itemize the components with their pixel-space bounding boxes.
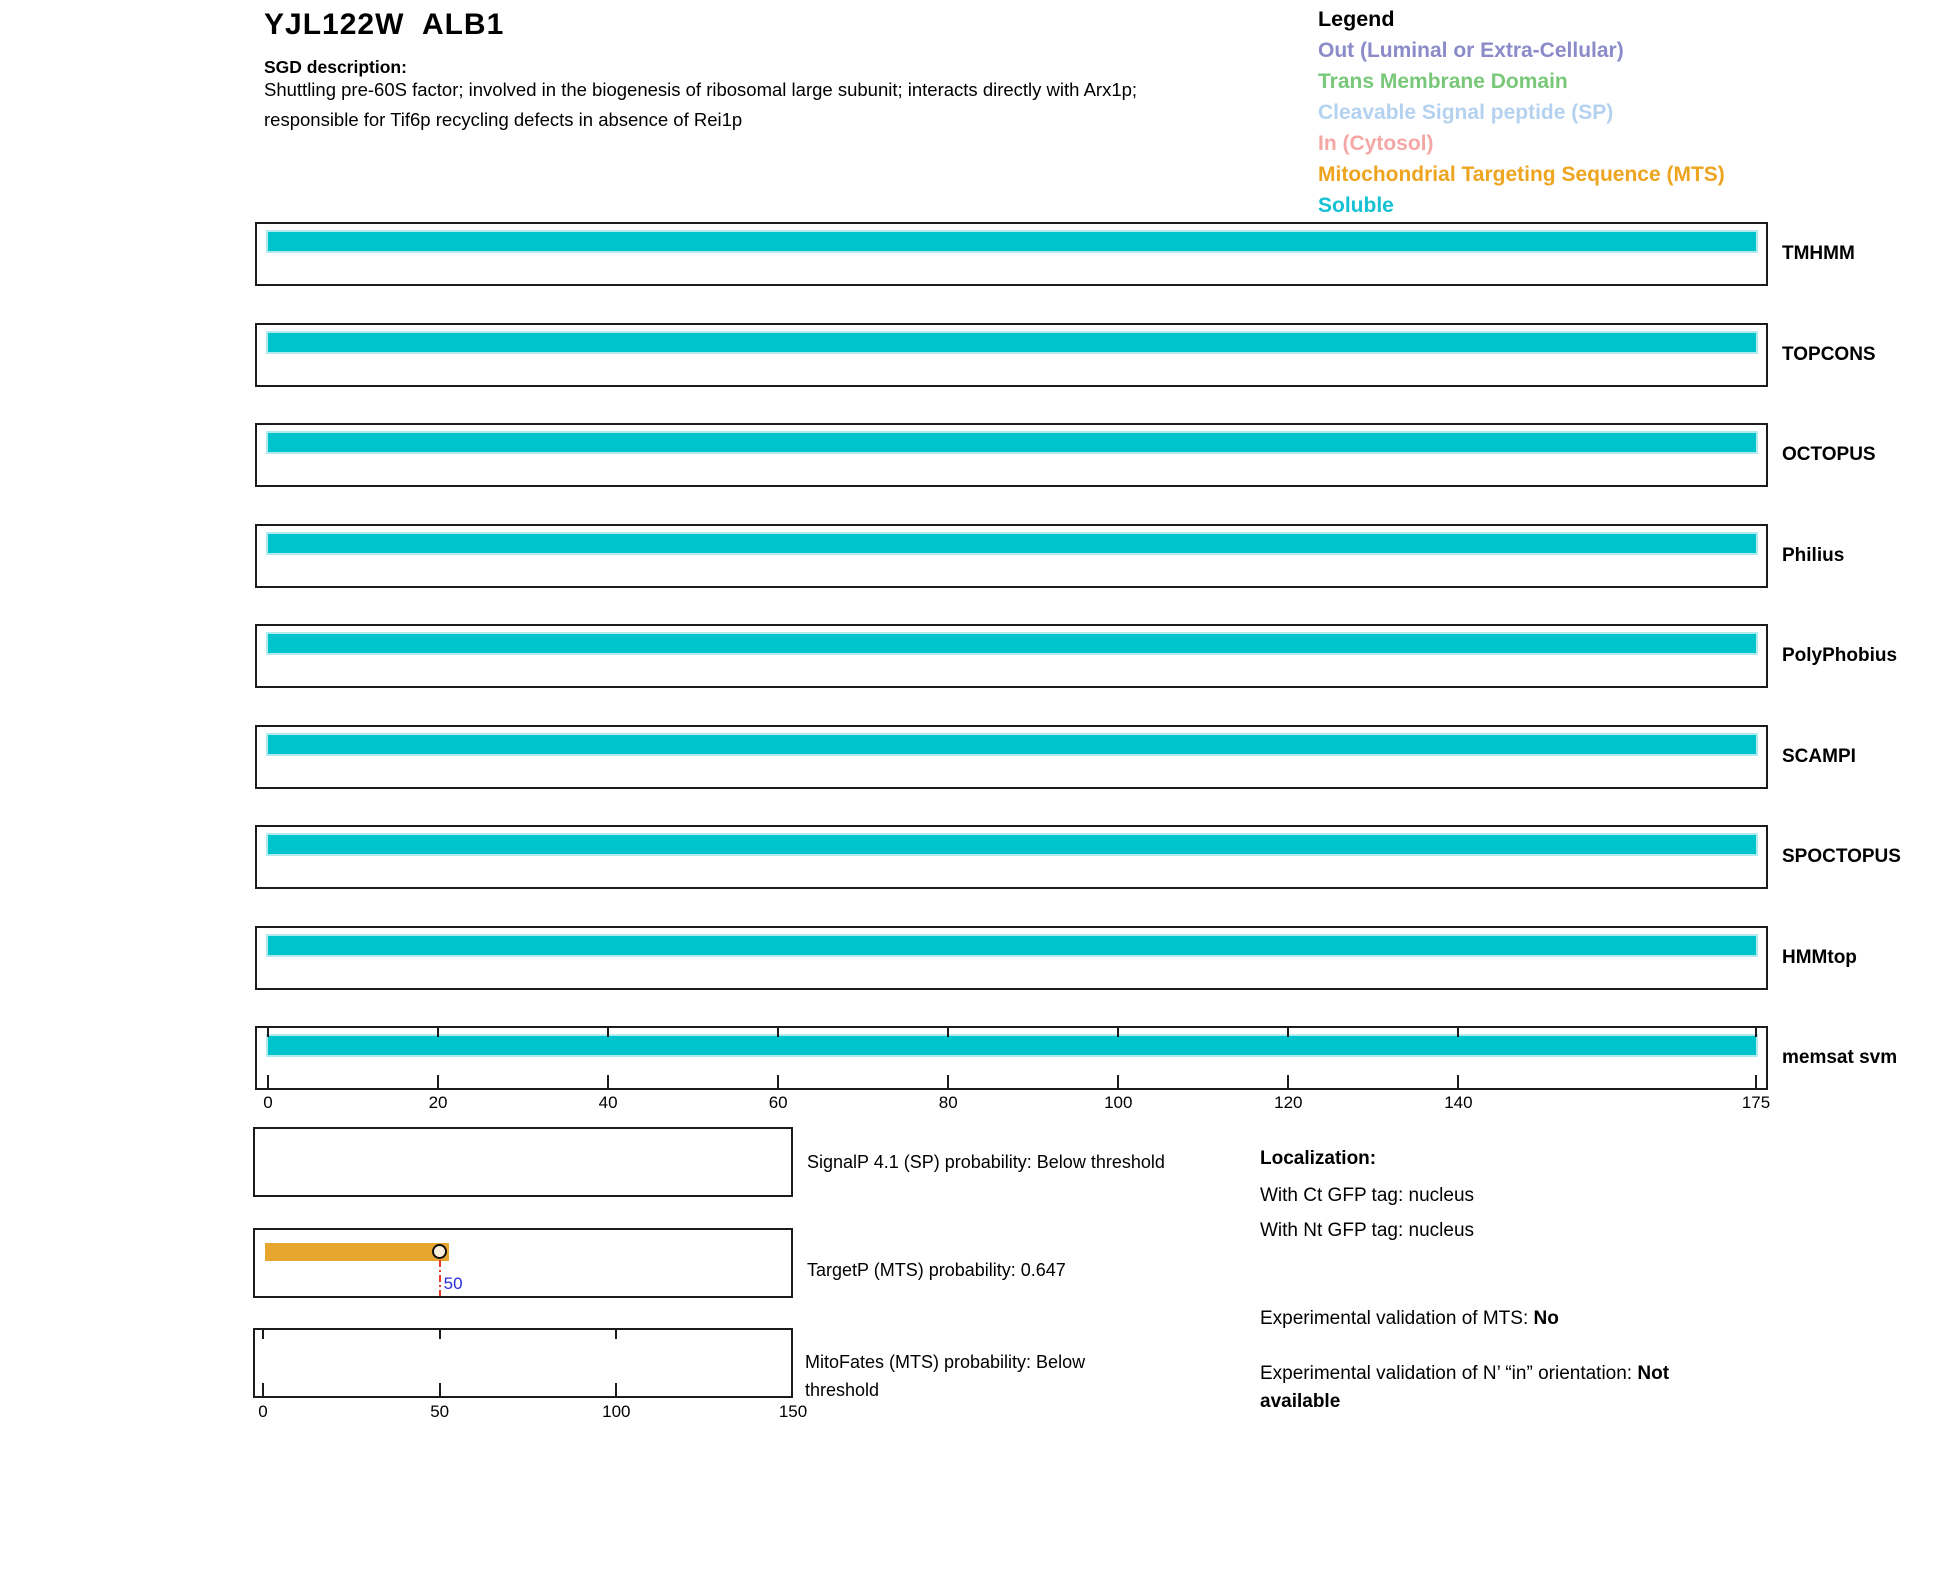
segment-soluble bbox=[266, 532, 1758, 555]
track-label-polyphobius: PolyPhobius bbox=[1782, 645, 1898, 666]
cleavage-site-position-label: 50 bbox=[443, 1274, 463, 1293]
sgd-description-line-2: responsible for Tif6p recycling defects in absence of Rei1p bbox=[264, 109, 743, 130]
track-label-scampi: SCAMPI bbox=[1782, 745, 1856, 767]
track-box-memsat-svm bbox=[255, 1026, 1768, 1090]
sgd-description-line-1: Shuttling pre-60S factor; involved in the biogenesis of ribosomal large subunit; interacts directly with Arx1p; bbox=[264, 79, 1138, 100]
mts-validation-prefix: Experimental validation of MTS: bbox=[1260, 1308, 1534, 1329]
mitofates-caption-line-1: MitoFates (MTS) probability: Below bbox=[805, 1352, 1086, 1372]
segment-soluble bbox=[266, 431, 1758, 454]
orientation-validation-value: Not available bbox=[1260, 1363, 1670, 1412]
signalp-plot-box bbox=[253, 1127, 793, 1197]
ruler-tick-bottom bbox=[777, 1075, 779, 1088]
ruler-tick-bottom bbox=[947, 1075, 949, 1088]
ruler-tick-bottom bbox=[1457, 1075, 1459, 1088]
ruler-tick-top bbox=[267, 1028, 269, 1037]
legend-item-in: In (Cytosol) bbox=[1318, 132, 1434, 155]
orientation-validation-line bbox=[1260, 1360, 1750, 1416]
legend-items bbox=[1318, 35, 1725, 221]
track-box-scampi bbox=[255, 725, 1768, 789]
ruler-tick-top bbox=[1755, 1028, 1757, 1037]
track-label-tmhmm: TMHMM bbox=[1782, 243, 1855, 264]
track-label-philius: Philius bbox=[1782, 544, 1845, 566]
ruler-tick-bottom bbox=[439, 1383, 441, 1396]
track-label-topcons: TOPCONS bbox=[1782, 343, 1876, 365]
ruler-tick-bottom bbox=[1117, 1075, 1119, 1088]
ruler-tick-bottom bbox=[1287, 1075, 1289, 1088]
track-box-octopus bbox=[255, 423, 1768, 487]
legend-item-out: Out (Luminal or Extra-Cellular) bbox=[1318, 39, 1624, 62]
signalp-caption: SignalP 4.1 (SP) probability: Below threshold bbox=[807, 1152, 1165, 1172]
segment-soluble bbox=[266, 632, 1758, 655]
main-axis-tick-label: 60 bbox=[768, 1093, 788, 1112]
bottom-axis-tick-label: 50 bbox=[430, 1402, 450, 1421]
mts-validation-value: No bbox=[1533, 1308, 1559, 1329]
ruler-tick-top bbox=[615, 1330, 617, 1339]
sgd-description-label: SGD description: bbox=[264, 57, 407, 77]
legend-item-trans: Trans Membrane Domain bbox=[1318, 70, 1568, 93]
legend-item-mitochondrial: Mitochondrial Targeting Sequence (MTS) bbox=[1318, 163, 1725, 186]
localization-ct-gfp: With Ct GFP tag: nucleus bbox=[1260, 1185, 1475, 1206]
track-label-octopus: OCTOPUS bbox=[1782, 444, 1876, 465]
ruler-tick-top bbox=[1117, 1028, 1119, 1037]
legend-item-soluble: Soluble bbox=[1318, 194, 1394, 217]
page-title: YJL122W ALB1 bbox=[264, 8, 505, 41]
localization-title: Localization: bbox=[1260, 1148, 1377, 1169]
ruler-tick-bottom bbox=[615, 1383, 617, 1396]
track-label-spoctopus: SPOCTOPUS bbox=[1782, 846, 1901, 867]
legend-item-cleavable: Cleavable Signal peptide (SP) bbox=[1318, 101, 1614, 124]
segment-soluble bbox=[266, 230, 1758, 253]
track-box-topcons bbox=[255, 323, 1768, 387]
track-label-hmmtop: HMMtop bbox=[1782, 946, 1857, 968]
bottom-axis-tick-label: 100 bbox=[602, 1402, 631, 1421]
ruler-tick-bottom bbox=[267, 1075, 269, 1088]
orientation-validation-prefix: Experimental validation of N’ “in” orientation: bbox=[1260, 1363, 1638, 1384]
main-axis-tick-label: 120 bbox=[1274, 1093, 1303, 1112]
bottom-axis-tick-label: 150 bbox=[778, 1402, 808, 1421]
legend bbox=[1318, 4, 1725, 221]
main-axis-tick-label: 40 bbox=[598, 1093, 618, 1112]
targetp-plot-box bbox=[253, 1228, 793, 1298]
bottom-axis-tick-label: 0 bbox=[258, 1402, 268, 1421]
ruler-tick-bottom bbox=[437, 1075, 439, 1088]
ruler-tick-top bbox=[262, 1330, 264, 1339]
ruler-tick-top bbox=[1457, 1028, 1459, 1037]
mts-bar bbox=[265, 1243, 449, 1261]
segment-soluble bbox=[266, 733, 1758, 756]
main-axis-tick-label: 80 bbox=[938, 1093, 958, 1112]
legend-title: Legend bbox=[1318, 7, 1395, 31]
track-label-memsat-svm: memsat svm bbox=[1782, 1047, 1898, 1068]
ruler-tick-bottom bbox=[1755, 1075, 1757, 1088]
ruler-tick-top bbox=[1287, 1028, 1289, 1037]
track-box-tmhmm bbox=[255, 222, 1768, 286]
main-axis-tick-label: 100 bbox=[1104, 1093, 1133, 1112]
track-box-hmmtop bbox=[255, 926, 1768, 990]
track-box-spoctopus bbox=[255, 825, 1768, 889]
localization-nt-gfp: With Nt GFP tag: nucleus bbox=[1260, 1220, 1475, 1241]
ruler-tick-bottom bbox=[262, 1383, 264, 1396]
ruler-tick-top bbox=[439, 1330, 441, 1339]
ruler-tick-top bbox=[777, 1028, 779, 1037]
mts-validation-line bbox=[1260, 1308, 1559, 1330]
main-axis-tick-label: 175 bbox=[1741, 1093, 1771, 1112]
ruler-tick-top bbox=[947, 1028, 949, 1037]
segment-soluble bbox=[266, 934, 1758, 957]
ruler-tick-bottom bbox=[607, 1075, 609, 1088]
mitofates-caption bbox=[805, 1348, 1085, 1404]
cleavage-site-guide-line bbox=[439, 1260, 441, 1296]
segment-soluble bbox=[266, 331, 1758, 354]
ruler-tick-top bbox=[607, 1028, 609, 1037]
track-box-philius bbox=[255, 524, 1768, 588]
targetp-caption: TargetP (MTS) probability: 0.647 bbox=[807, 1260, 1066, 1280]
ruler-tick-top bbox=[437, 1028, 439, 1037]
cleavage-site-marker-icon bbox=[432, 1244, 447, 1259]
mitofates-plot-box bbox=[253, 1328, 793, 1398]
mitofates-caption-line-2: threshold bbox=[805, 1380, 880, 1400]
main-axis-tick-label: 0 bbox=[263, 1093, 273, 1112]
segment-soluble bbox=[266, 833, 1758, 856]
main-axis-tick-label: 20 bbox=[428, 1093, 448, 1112]
segment-soluble bbox=[266, 1034, 1758, 1057]
main-axis-tick-label: 140 bbox=[1444, 1093, 1473, 1112]
track-box-polyphobius bbox=[255, 624, 1768, 688]
